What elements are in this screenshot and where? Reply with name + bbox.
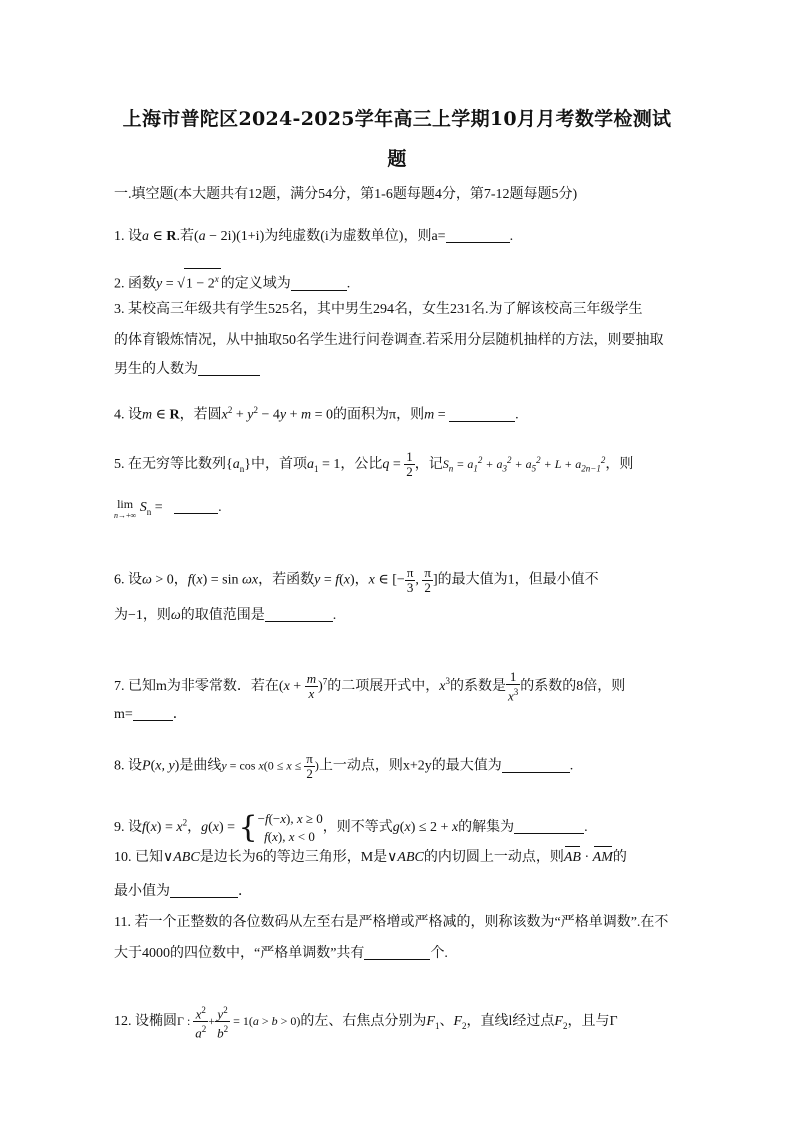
exam-title-line2: 题: [387, 148, 407, 170]
question-11-line1: 11. 若一个正整数的各位数码从左至右是严格增或严格减的，则称该数为“严格单调数”.在不: [114, 915, 669, 930]
question-9: 9. 设$f(x) = x^2$，g(x) = { −f(−x), x ≥ 0 f(x), x < 0 ，则不等式g(x) ≤ 2 + x的解集为 .: [114, 810, 588, 845]
answer-blank[interactable]: [446, 227, 510, 243]
answer-blank[interactable]: [502, 757, 570, 773]
exam-title-line1: 上海市普陀区2024-2025学年高三上学期10月月考数学检测试: [122, 108, 672, 130]
question-4: 4. 设m ∈ R，若圆$x^2 + y^2 - 4y + m = 0$的面积为π，则m = .: [114, 405, 519, 423]
question-11-line2: 大于4000的四位数中，“严格单调数”共有 个.: [114, 946, 448, 961]
question-2: 2. 函数$y = √1 - 2^x$ 的定义域为 .: [114, 268, 350, 295]
answer-blank[interactable]: [291, 275, 347, 291]
answer-blank[interactable]: [170, 882, 238, 898]
answer-blank[interactable]: [133, 705, 173, 721]
answer-blank[interactable]: [174, 498, 218, 514]
question-3-line2: 的体育锻炼情况，从中抽取50名学生进行问卷调查.若采用分层随机抽样的方法，则要抽取: [114, 333, 664, 348]
answer-blank[interactable]: [198, 360, 260, 376]
question-12: 12. 设椭圆Γ : $\frac{x^2}{a^2}$ + $\frac{y^2}{b^2}$ = 1(a > b > 0)的左、右焦点分别为$F_1$、$F_2$，直线l经过点$F_2$，且与Γ: [114, 1005, 618, 1041]
question-7: 7. 已知m为非零常数．若在(x + $\frac{m}{x}$ )$^7$的二项展开式中，$x^3$的系数是 $\frac{1}{x^3}$ 的系数的8倍，则: [114, 669, 626, 704]
answer-blank[interactable]: [449, 406, 515, 422]
question-8: 8. 设P(x, y)是曲线y = cos x(0 ≤ x ≤ $\frac{\pi}{2}$ )上一动点，则x+2y的最大值为 .: [114, 751, 574, 781]
question-10: 10. 已知∨ABC是边长为6的等边三角形，M是∨ABC的内切圆上一动点，则AB · AM的: [114, 848, 627, 868]
answer-blank[interactable]: [265, 606, 333, 622]
question-3-line1: 3. 某校高三年级共有学生525名，其中男生294名，女生231名.为了解该校高三年级学生: [114, 302, 643, 317]
question-5: 5. 在无穷等比数列$\{a_n\}$中，首项$a_1 = 1$，公比q = $\frac{1}{2}$ ，记$S_n = a_1^2 + a_3^2 + a_5^2 + L + a_{2n-1}^2$，则: [114, 449, 634, 480]
question-3-line3: 男生的人数为: [114, 360, 260, 380]
question-1: 1. 设a ∈ R.若(a − 2i)(1+i)为纯虚数(i为虚数单位)，则a= .: [114, 229, 514, 244]
question-7-line2: m= ．: [114, 707, 187, 722]
question-6: 6. 设ω > 0，f(x) = sin ωx，若函数y = f(x)，x ∈ [− $\frac{\pi}{3}$ , $\frac{\pi}{2}$ ]的最大值为1，但最小值不: [114, 565, 599, 595]
question-10-line2: 最小值为 ．: [114, 884, 252, 899]
question-5-line2: lim n→+∞ $S_n$ = .: [114, 497, 222, 520]
answer-blank[interactable]: [364, 944, 430, 960]
answer-blank[interactable]: [514, 818, 584, 834]
section-header: 一.填空题(本大题共有12题，满分54分，第1-6题每题4分，第7-12题每题5分): [114, 187, 578, 202]
question-6-line2: 为−1，则ω的取值范围是 .: [114, 608, 337, 623]
